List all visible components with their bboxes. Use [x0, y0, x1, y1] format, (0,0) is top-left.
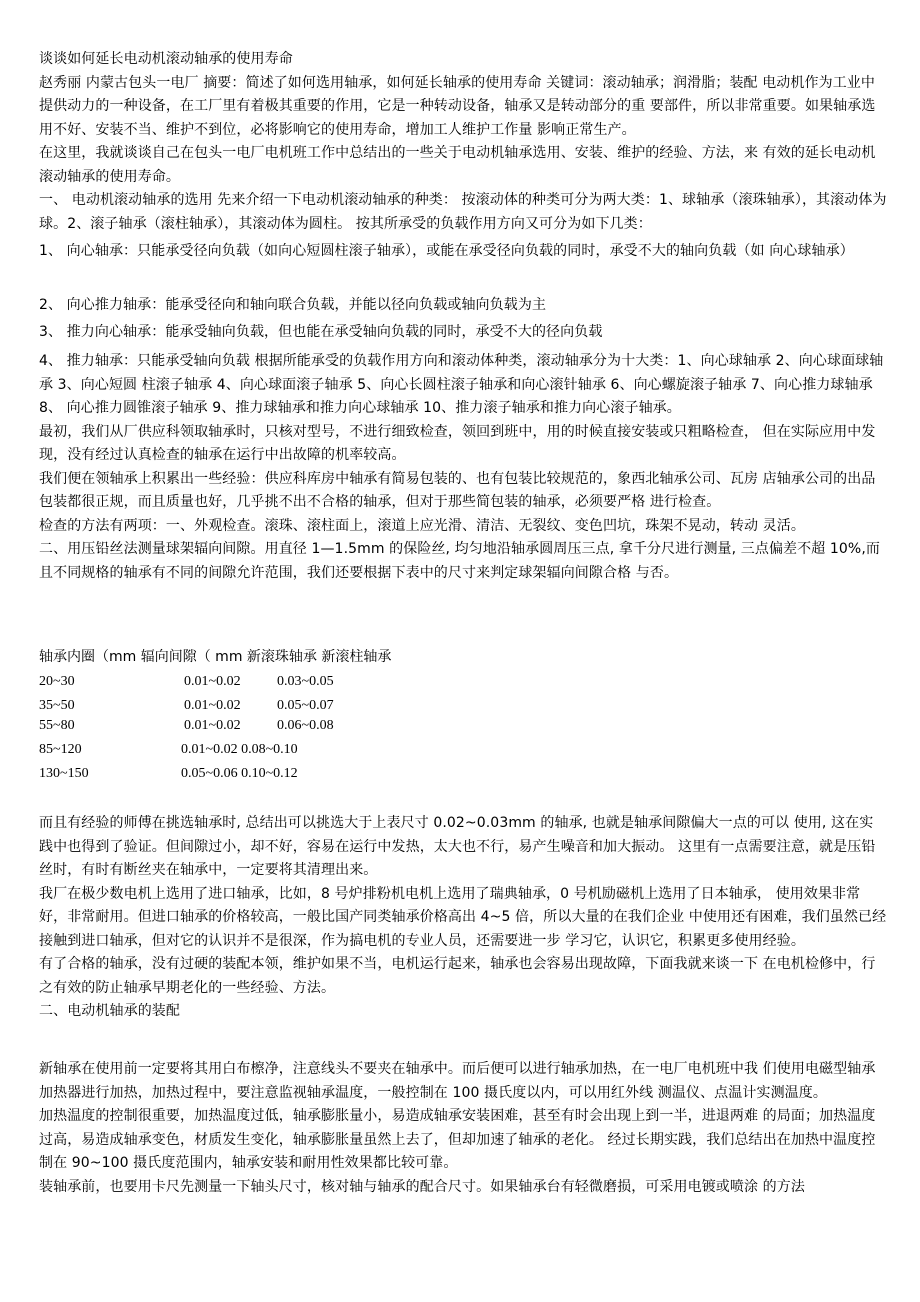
list-item-1: 1、 向心轴承：只能承受径向负载（如向心短圆柱滚子轴承），或能在承受径向负载的同时，承受不大的轴向负载（如 向心球轴承）: [39, 243, 854, 259]
paragraph-section1: 一、 电动机滚动轴承的选用 先来介绍一下电动机滚动轴承的种类： 按滚动体的种类可分为两大类：1、球轴承（滚珠轴承），其滚动体为球。2、滚子轴承（滚柱轴承），其滚动体为圆柱。 按其所承受的负载作用方向又可分为如下几类：: [39, 192, 887, 232]
section-heading-assembly: 二、电动机轴承的装配: [39, 1003, 180, 1019]
paragraph-initial-practice: 最初，我们从厂供应科领取轴承时，只核对型号，不进行细致检查，领回到班中，用的时候直接安装或只粗略检查， 但在实际应用中发现，没有经过认真检查的轴承在运行中出故障的机率较高。: [39, 423, 876, 463]
document-body-top: [39, 48, 887, 236]
paragraph-selection-tip: 而且有经验的师傅在挑选轴承时, 总结出可以挑选大于上表尺寸 0.02~0.03mm 的轴承, 也就是轴承间隙偏大一点的可以 使用, 这在实践中也得到了验证。但间隙过小，却不好，容易在运行中发热，太大也不行，易产生噪音和加大振动。 这里有一点需要注意，就是压铅丝时，有时有断丝夹在轴承中，一定要将其清理出来。: [39, 815, 876, 878]
table-header: 轴承内圈（mm 辐向间隙（ mm 新滚珠轴承 新滚柱轴承: [39, 649, 392, 665]
clearance-table: 轴承内圈（mm 辐向间隙（ mm 新滚珠轴承 新滚柱轴承 20~30 0.01~0.02 0.03~0.05 35~50 0.01~0.02 0.05~0.07 55~80 0.01~0.02 0.06~0.08 85~120 0.01~0.02 0.08~0.10 130~150 0.05~0.06 0.10~0.12: [39, 646, 559, 786]
paragraph-imported-bearings: 我厂在极少数电机上选用了进口轴承，比如，8 号炉排粉机电机上选用了瑞典轴承，0 号机励磁机上选用了日本轴承， 使用效果非常好，非常耐用。但进口轴承的价格较高，一般比国产同类轴承价格高出 4~5 倍，所以大量的在我们企业 中使用还有困难，我们虽然已经接触到进口轴承，但对它的认识并不是很深，作为搞电机的专业人员，还需要进一步 学习它，认识它，积累更多使用经验。: [39, 885, 887, 949]
list-item-3: 3、 推力向心轴承：能承受轴向负载，但也能在承受轴向负载的同时，承受不大的径向负载: [39, 324, 603, 340]
paragraph-inspection: 检查的方法有两项：一、外观检查。滚珠、滚柱面上，滚道上应光滑、清洁、无裂纹、变色凹坑，珠架不晃动，转动 灵活。: [39, 517, 805, 534]
document-title: 谈谈如何延长电动机滚动轴承的使用寿命: [39, 51, 293, 67]
document-body-bottom: [39, 812, 887, 1024]
list-item-2: 2、 向心推力轴承：能承受径向和轴向联合负载，并能以径向负载或轴向负载为主: [39, 297, 547, 313]
list-item-4-and-checks: [39, 350, 887, 585]
paragraph-abstract: 赵秀丽 内蒙古包头一电厂 摘要：简述了如何选用轴承，如何延长轴承的使用寿命 关键词：滚动轴承；润滑脂；装配 电动机作为工业中提供动力的一种设备，在工厂里有着极其重要的作用，它是一种转动设备，轴承又是转动部分的重 要部件，所以非常重要。如果轴承选用不好、安装不当、维护不到位，必将影响它的使用寿命，增加工人维护工作量 影响正常生产。: [39, 74, 876, 138]
paragraph-lead-wire: 二、用压铅丝法测量球架辐向间隙。用直径 1—1.5mm 的保险丝, 均匀地沿轴承圆周压三点, 拿千分尺进行测量, 三点偏差不超 10%,而且不同规格的轴承有不同的间隙允许范围，我们还要根据下表中的尺寸来判定球架辐向间隙合格 与否。: [39, 541, 880, 581]
list-item-4: 4、 推力轴承：只能承受轴向负载 根据所能承受的负载作用方向和滚动体种类，滚动轴承分为十大类：1、向心球轴承 2、向心球面球轴承 3、向心短圆 柱滚子轴承 4、向心球面滚子轴承 5、向心长圆柱滚子轴承和向心滚针轴承 6、向心螺旋滚子轴承 7、向心推力球轴承 8、 向心推力圆锥滚子轴承 9、推力球轴承和推力向心球轴承 10、推力滚子轴承和推力向心滚子轴承。: [39, 353, 884, 416]
paragraph-intro: 在这里，我就谈谈自己在包头一电厂电机班工作中总结出的一些关于电动机轴承选用、安装、维护的经验、方法，来 有效的延长电动机滚动轴承的使用寿命。: [39, 145, 876, 185]
paragraph-experience: 我们便在领轴承上积累出一些经验：供应科库房中轴承有简易包装的、也有包装比较规范的，象西北轴承公司、瓦房 店轴承公司的出品包装都很正规，而且质量也好，几乎挑不出不合格的轴承，但对于那些简包装的轴承，必须要严格 进行检查。: [39, 470, 876, 510]
paragraph-maintenance: 有了合格的轴承，没有过硬的装配本领，维护如果不当，电机运行起来，轴承也会容易出现故障，下面我就来谈一下 在电机检修中，行之有效的防止轴承早期老化的一些经验、方法。: [39, 956, 876, 996]
paragraph-temperature-control: 加热温度的控制很重要，加热温度过低，轴承膨胀量小，易造成轴承安装困难，甚至有时会出现上到一半，进退两难 的局面；加热温度过高，易造成轴承变色，材质发生变化，轴承膨胀量虽然上去了，但却加速了轴承的老化。 经过长期实践，我们总结出在加热中温度控制在 90~100 摄氏度范围内，轴承安装和耐用性效果都比较可靠。: [39, 1108, 876, 1171]
paragraph-heating: 新轴承在使用前一定要将其用白布檫净，注意线头不要夹在轴承中。而后便可以进行轴承加热，在一电厂电机班中我 们使用电磁型轴承加热器进行加热，加热过程中，要注意监视轴承温度，一般控制在 100 摄氏度以内，可以用红外线 测温仪、点温计实测温度。: [39, 1061, 876, 1101]
document-body-assembly: [39, 1058, 887, 1199]
paragraph-shaft-measure: 装轴承前，也要用卡尺先测量一下轴头尺寸，核对轴与轴承的配合尺寸。如果轴承台有轻微磨损，可采用电镀或喷涂 的方法: [39, 1178, 805, 1195]
